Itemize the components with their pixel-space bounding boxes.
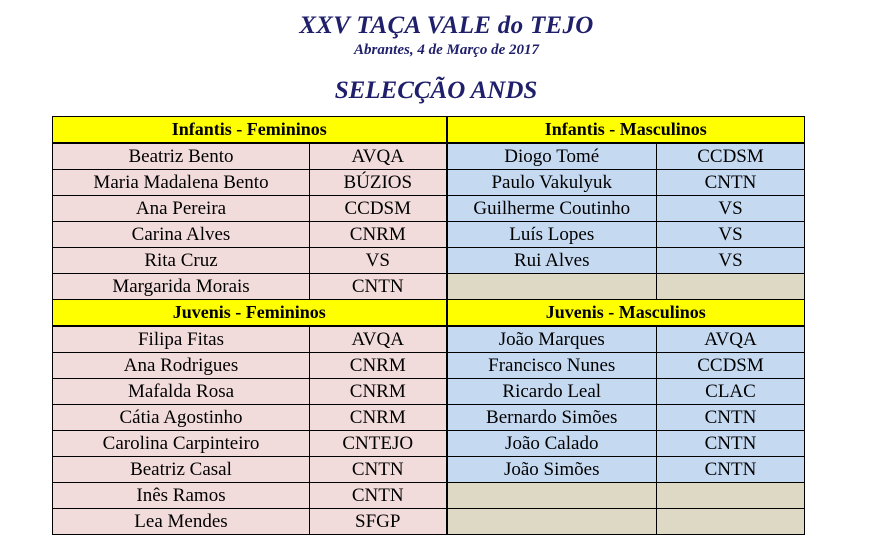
- athlete-row: [53, 248, 805, 274]
- female-athlete-name: Beatriz Casal: [53, 457, 310, 483]
- athlete-row: [53, 326, 805, 353]
- female-athlete-club: CNTEJO: [310, 431, 447, 457]
- empty-cell: [447, 509, 657, 535]
- male-athlete-name: Diogo Tomé: [447, 143, 657, 170]
- female-athlete-name: Margarida Morais: [53, 274, 310, 300]
- female-athlete-club: CNTN: [310, 457, 447, 483]
- athlete-row: [53, 353, 805, 379]
- female-athlete-name: Lea Mendes: [53, 509, 310, 535]
- empty-cell: [657, 483, 805, 509]
- athlete-row: [53, 170, 805, 196]
- female-athlete-club: CNRM: [310, 405, 447, 431]
- female-athlete-name: Maria Madalena Bento: [53, 170, 310, 196]
- athlete-row: [53, 405, 805, 431]
- male-athlete-name: Rui Alves: [447, 248, 657, 274]
- category-header-row: [53, 117, 805, 144]
- section-title: SELECÇÃO ANDS: [334, 77, 538, 104]
- female-athlete-name: Filipa Fitas: [53, 326, 310, 353]
- female-athlete-club: CNRM: [310, 379, 447, 405]
- athlete-row: [53, 196, 805, 222]
- athlete-row: [53, 509, 805, 535]
- female-athlete-name: Beatriz Bento: [53, 143, 310, 170]
- male-athlete-club: VS: [657, 222, 805, 248]
- female-category-header: Infantis - Femininos: [53, 117, 447, 144]
- selection-table-body: [53, 117, 805, 535]
- male-athlete-name: João Simões: [447, 457, 657, 483]
- male-athlete-club: CNTN: [657, 170, 805, 196]
- female-category-header: Juvenis - Femininos: [53, 300, 447, 327]
- male-athlete-name: Luís Lopes: [447, 222, 657, 248]
- male-athlete-club: CCDSM: [657, 353, 805, 379]
- female-athlete-name: Ana Pereira: [53, 196, 310, 222]
- male-athlete-name: João Calado: [447, 431, 657, 457]
- athlete-row: [53, 143, 805, 170]
- female-athlete-name: Cátia Agostinho: [53, 405, 310, 431]
- male-athlete-club: CCDSM: [657, 143, 805, 170]
- female-athlete-name: Inês Ramos: [53, 483, 310, 509]
- female-athlete-club: CNRM: [310, 222, 447, 248]
- empty-cell: [657, 274, 805, 300]
- male-athlete-club: VS: [657, 248, 805, 274]
- athlete-row: [53, 222, 805, 248]
- female-athlete-club: SFGP: [310, 509, 447, 535]
- male-athlete-name: João Marques: [447, 326, 657, 353]
- male-category-header: Juvenis - Masculinos: [447, 300, 805, 327]
- female-athlete-name: Mafalda Rosa: [53, 379, 310, 405]
- female-athlete-club: CNTN: [310, 274, 447, 300]
- page-title: XXV TAÇA VALE do TEJO: [299, 12, 594, 39]
- male-athlete-club: AVQA: [657, 326, 805, 353]
- male-athlete-name: Bernardo Simões: [447, 405, 657, 431]
- female-athlete-club: AVQA: [310, 326, 447, 353]
- female-athlete-club: AVQA: [310, 143, 447, 170]
- male-athlete-name: Ricardo Leal: [447, 379, 657, 405]
- athlete-row: [53, 431, 805, 457]
- female-athlete-name: Rita Cruz: [53, 248, 310, 274]
- male-athlete-club: VS: [657, 196, 805, 222]
- female-athlete-club: BÚZIOS: [310, 170, 447, 196]
- female-athlete-name: Carina Alves: [53, 222, 310, 248]
- male-athlete-name: Paulo Vakulyuk: [447, 170, 657, 196]
- male-athlete-club: CLAC: [657, 379, 805, 405]
- empty-cell: [447, 274, 657, 300]
- male-athlete-club: CNTN: [657, 431, 805, 457]
- empty-cell: [657, 509, 805, 535]
- male-athlete-club: CNTN: [657, 457, 805, 483]
- event-subtitle: Abrantes, 4 de Março de 2017: [354, 42, 539, 58]
- female-athlete-name: Ana Rodrigues: [53, 353, 310, 379]
- female-athlete-club: CNTN: [310, 483, 447, 509]
- selection-table: [52, 116, 805, 535]
- female-athlete-club: CCDSM: [310, 196, 447, 222]
- male-athlete-name: Francisco Nunes: [447, 353, 657, 379]
- category-header-row: [53, 300, 805, 327]
- male-athlete-club: CNTN: [657, 405, 805, 431]
- female-athlete-club: VS: [310, 248, 447, 274]
- male-athlete-name: Guilherme Coutinho: [447, 196, 657, 222]
- athlete-row: [53, 379, 805, 405]
- athlete-row: [53, 483, 805, 509]
- female-athlete-club: CNRM: [310, 353, 447, 379]
- athlete-row: [53, 274, 805, 300]
- empty-cell: [447, 483, 657, 509]
- athlete-row: [53, 457, 805, 483]
- female-athlete-name: Carolina Carpinteiro: [53, 431, 310, 457]
- male-category-header: Infantis - Masculinos: [447, 117, 805, 144]
